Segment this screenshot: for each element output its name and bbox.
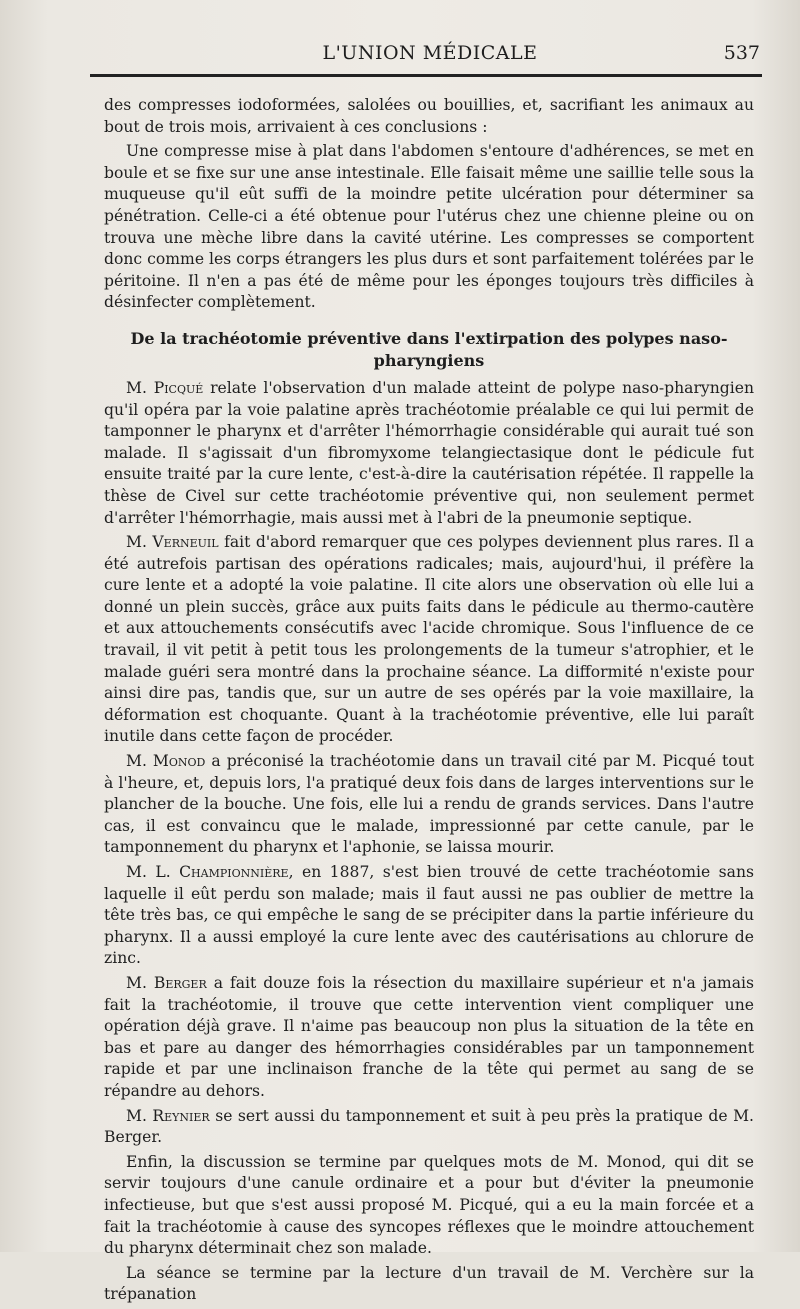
paragraph-text: se sert aussi du tamponnement et suit à peu près la pratique de M. Berger. <box>104 1106 754 1147</box>
speaker-name: M. L. Championnière <box>126 863 289 881</box>
speaker-name: M. Reynier <box>126 1106 210 1125</box>
paragraph-text: a fait douze fois la résection du maxillaire supérieur et n'a jamais fait la trachéotomie, il trouve que cette intervention vient compliquer une opération déjà grave. Il n'aime pas beaucoup non plus la situation de la tête en bas et pare au danger des hémorrhagies considérables par un tamponnement rapide et par une inclinaison franche de la tête qui permet au sang de se répandre au dehors. <box>104 973 754 1100</box>
header-rule <box>90 74 762 77</box>
page-header <box>100 36 760 76</box>
paragraph-text: a préconisé la trachéotomie dans un travail cité par M. Picqué tout à l'heure, et, depuis lors, l'a pratiqué deux fois dans de larges interventions sur le plancher de la bouche. Une fois, elle lui a rendu de grands services. Dans l'autre cas, il est convaincu que le malade, impressionné par cette canule, par le tamponnement du pharynx et l'aphonie, se laissa mourir. <box>104 752 755 857</box>
paragraph-reynier <box>104 1106 754 1149</box>
paragraph-picque <box>104 378 754 529</box>
intro-paragraph-1: des compresses iodoformées, salolées ou bouillies, et, sacrifiant les animaux au bout de trois mois, arrivaient à ces conclusions : <box>104 96 754 136</box>
paragraph-conclusion <box>104 1152 754 1260</box>
paragraph-monod <box>104 751 754 859</box>
paragraph-text: , en 1887, s'est bien trouvé de cette trachéotomie sans laquelle il eût perdu son malade; mais il faut aussi ne pas oublier de mettre la tête très bas, ce qui empêche le sang de se précipiter dans la partie inférieure du pharynx. Il a aussi employé la cure lente avec des cautérisations au chlorure de zinc. <box>104 863 754 968</box>
speaker-name: M. Verneuil <box>126 533 219 552</box>
running-title: L'UNION MÉDICALE <box>322 42 538 64</box>
page-number: 537 <box>723 42 760 64</box>
intro-paragraph-2: Une compresse mise à plat dans l'abdomen s'entoure d'adhérences, se met en boule et se fixe sur une anse intestinale. Elle faisait même une saillie telle sous la muqueuse qu'il eût suffi de la moindre petite ulcération pour déterminer sa pénétration. Celle-ci a été obtenue pour l'utérus chez une chienne pleine ou on trouva une mèche libre dans la cavité utérine. Les compresses se comportent donc comme les corps étrangers les plus durs et sont parfaitement tolérées par le péritoine. Il n'en a pas été de même pour les éponges toujours très difficiles à désinfecter complètement. <box>104 142 754 312</box>
closing-line: La séance se termine par la lecture d'un travail de M. Verchère sur la trépanation <box>104 1263 754 1304</box>
speaker-name: M. Monod <box>126 752 206 771</box>
paragraph-text: relate l'observation d'un malade atteint de polype naso-pharyngien qu'il opéra par la voie palatine après trachéotomie préalable ce qui lui permit de tamponner le pharynx et d'arrêter l'hémorrhagie considérable qui aurait tué son malade. Il s'agissait d'un fibromyxome telangiectasique dont le pédicule fut ensuite traité par la cure lente, c'est-à-dire la cautérisation répétée. Il rappelle la thèse de Civel sur cette trachéotomie préventive qui, non seulement permet d'arrêter l'hémorrhagie, mais aussi met à l'abri de la pneumonie septique. <box>104 378 755 527</box>
paragraph-verneuil <box>104 532 754 748</box>
paragraph-championniere <box>104 862 754 970</box>
paragraph-text: Enfin, la discussion se termine par quelques mots de M. Monod, qui dit se servir toujours d'une canule ordinaire et a pour but d'éviter la pneumonie infectieuse, but que s'est aussi proposé M. Picqué, qui a eu la main forcée et a fait la trachéotomie à cause des syncopes réflexes que le moindre attouchement du pharynx déterminait chez son malade. <box>104 1152 754 1258</box>
paragraph-berger <box>104 973 754 1103</box>
speaker-name: M. Berger <box>126 973 207 992</box>
speaker-name: M. Picqué <box>126 378 204 397</box>
article-body <box>104 95 754 1309</box>
section-heading: De la trachéotomie préventive dans l'extirpation des polypes naso-pharyngiens <box>130 328 728 370</box>
paragraph-text: fait d'abord remarquer que ces polypes deviennent plus rares. Il a été autrefois partisan des opérations radicales; mais, aujourd'hui, il préfère la cure lente et a adopté la voie palatine. Il cite alors une observation où elle lui a donné un plein succès, grâce aux puits faits dans le pédicule au thermo-cautère et aux attouchements consécutifs avec l'acide chromique. Sous l'influence de ce travail, il vit petit à petit tous les prolongements de la tumeur s'atrophier, et le malade guéri sera montré dans la prochaine séance. La difformité n'existe pour ainsi dire pas, tandis que, sur un autre de ses opérés par la voie maxillaire, la déformation est choquante. Quant à la trachéotomie préventive, elle lui paraît inutile dans cette façon de procéder. <box>104 533 754 746</box>
